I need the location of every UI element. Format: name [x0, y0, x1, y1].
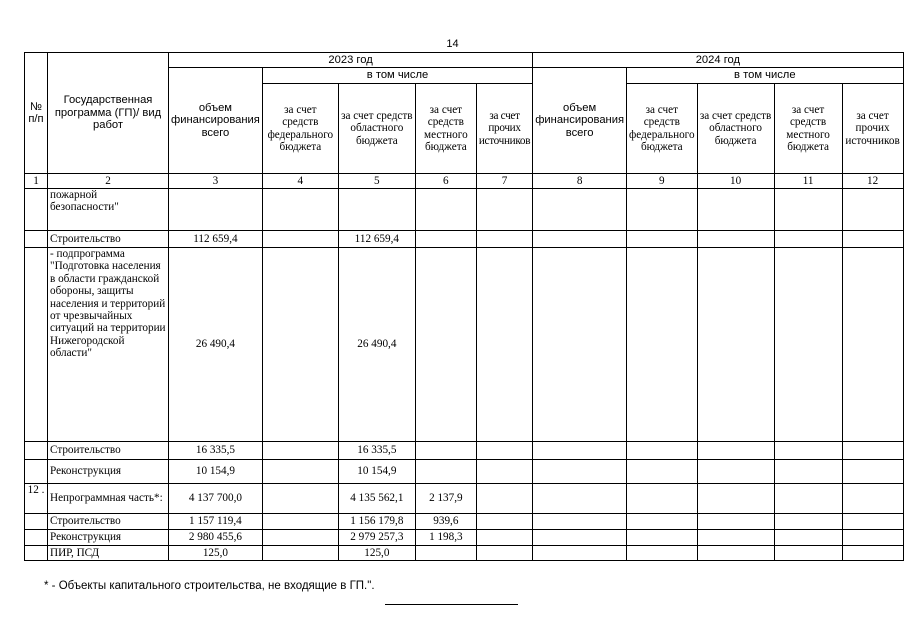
row-total-2023	[169, 189, 263, 231]
row-federal-2024	[627, 231, 698, 248]
header-num: № п/п	[25, 53, 48, 174]
row-regional-2024	[697, 189, 774, 231]
row-local-2024	[774, 442, 842, 460]
header-other-2024: за счет прочих источников	[842, 84, 903, 174]
row-total-2023: 4 137 700,0	[169, 484, 263, 514]
row-federal-2024	[627, 189, 698, 231]
column-number: 4	[262, 174, 338, 189]
row-regional-2024	[697, 546, 774, 561]
row-federal-2023	[262, 484, 338, 514]
row-federal-2024	[627, 248, 698, 442]
row-local-2023	[415, 248, 476, 442]
row-other-2023	[476, 248, 532, 442]
row-other-2023	[476, 231, 532, 248]
row-name: Строительство	[48, 514, 169, 530]
row-regional-2023	[338, 189, 415, 231]
row-federal-2024	[627, 530, 698, 546]
header-row-years	[25, 53, 904, 68]
row-total-2023: 2 980 455,6	[169, 530, 263, 546]
row-federal-2024	[627, 442, 698, 460]
row-number	[25, 248, 48, 442]
row-local-2023: 2 137,9	[415, 484, 476, 514]
row-total-2024	[533, 546, 627, 561]
row-number	[25, 231, 48, 248]
row-federal-2023	[262, 442, 338, 460]
row-federal-2023	[262, 231, 338, 248]
header-program: Государственная программа (ГП)/ вид работ	[48, 53, 169, 174]
row-federal-2023	[262, 460, 338, 484]
row-name: Строительство	[48, 442, 169, 460]
row-total-2024	[533, 514, 627, 530]
row-regional-2024	[697, 248, 774, 442]
row-other-2024	[842, 484, 903, 514]
row-total-2024	[533, 231, 627, 248]
row-regional-2023: 112 659,4	[338, 231, 415, 248]
row-local-2024	[774, 189, 842, 231]
row-local-2024	[774, 248, 842, 442]
row-other-2023	[476, 514, 532, 530]
table-row	[25, 484, 904, 514]
row-local-2023	[415, 231, 476, 248]
row-other-2024	[842, 189, 903, 231]
header-total-2023: объем финансирования всего	[169, 68, 263, 174]
table-row	[25, 514, 904, 530]
row-total-2023: 10 154,9	[169, 460, 263, 484]
row-number	[25, 546, 48, 561]
row-number	[25, 530, 48, 546]
row-total-2024	[533, 530, 627, 546]
closing-rule	[385, 604, 518, 605]
row-other-2024	[842, 460, 903, 484]
row-regional-2024	[697, 231, 774, 248]
table-row	[25, 231, 904, 248]
header-local-2023: за счет средств местного бюджета	[415, 84, 476, 174]
row-local-2024	[774, 231, 842, 248]
column-number: 1	[25, 174, 48, 189]
row-name: Непрограммная часть*:	[48, 484, 169, 514]
row-other-2024	[842, 514, 903, 530]
row-number	[25, 442, 48, 460]
header-including-2023: в том числе	[262, 68, 532, 84]
row-federal-2024	[627, 484, 698, 514]
header-regional-2024: за счет средств областного бюджета	[697, 84, 774, 174]
row-local-2023: 1 198,3	[415, 530, 476, 546]
table-row	[25, 189, 904, 231]
header-including-2024: в том числе	[627, 68, 904, 84]
column-numbers-row	[25, 174, 904, 189]
row-other-2024	[842, 546, 903, 561]
row-local-2023: 939,6	[415, 514, 476, 530]
row-other-2023	[476, 530, 532, 546]
column-number: 9	[627, 174, 698, 189]
table-row	[25, 460, 904, 484]
row-number: 12 .	[25, 484, 48, 514]
header-year-2024: 2024 год	[533, 53, 903, 68]
row-other-2023	[476, 460, 532, 484]
row-number	[25, 189, 48, 231]
row-federal-2024	[627, 514, 698, 530]
row-name: Реконструкция	[48, 530, 169, 546]
row-local-2024	[774, 546, 842, 561]
row-local-2024	[774, 460, 842, 484]
row-other-2023	[476, 546, 532, 561]
row-local-2024	[774, 514, 842, 530]
header-total-2024: объем финансирования всего	[533, 68, 627, 174]
row-local-2023	[415, 189, 476, 231]
row-other-2023	[476, 442, 532, 460]
row-regional-2023: 1 156 179,8	[338, 514, 415, 530]
page-number: 14	[446, 38, 459, 50]
row-federal-2023	[262, 248, 338, 442]
row-local-2023	[415, 460, 476, 484]
row-total-2024	[533, 189, 627, 231]
table-row	[25, 248, 904, 442]
header-regional-2023: за счет средств областного бюджета	[338, 84, 415, 174]
row-other-2024	[842, 530, 903, 546]
table-row	[25, 546, 904, 561]
row-regional-2024	[697, 442, 774, 460]
row-name: ПИР, ПСД	[48, 546, 169, 561]
row-name: - подпрограмма "Подготовка населения в области гражданской обороны, защиты населения и территорий от чрезвычайных ситуаций на территории Нижегородской области"	[48, 248, 169, 442]
row-regional-2023: 16 335,5	[338, 442, 415, 460]
column-number: 3	[169, 174, 263, 189]
row-federal-2023	[262, 189, 338, 231]
column-number: 7	[476, 174, 532, 189]
header-federal-2023: за счет средств федерального бюджета	[262, 84, 338, 174]
row-total-2024	[533, 248, 627, 442]
row-regional-2023: 4 135 562,1	[338, 484, 415, 514]
row-name: Строительство	[48, 231, 169, 248]
row-other-2024	[842, 248, 903, 442]
row-regional-2023: 2 979 257,3	[338, 530, 415, 546]
row-federal-2023	[262, 546, 338, 561]
row-name: пожарной безопасности"	[48, 189, 169, 231]
column-number: 5	[338, 174, 415, 189]
budget-table	[24, 52, 904, 561]
row-regional-2023: 125,0	[338, 546, 415, 561]
table-row	[25, 442, 904, 460]
row-total-2024	[533, 460, 627, 484]
column-number: 6	[415, 174, 476, 189]
row-federal-2023	[262, 530, 338, 546]
row-number	[25, 514, 48, 530]
header-other-2023: за счет прочих источников	[476, 84, 532, 174]
row-local-2023	[415, 442, 476, 460]
row-other-2023	[476, 189, 532, 231]
table-row	[25, 530, 904, 546]
row-total-2024	[533, 484, 627, 514]
row-total-2023: 125,0	[169, 546, 263, 561]
row-other-2024	[842, 442, 903, 460]
column-number: 8	[533, 174, 627, 189]
header-federal-2024: за счет средств федерального бюджета	[627, 84, 698, 174]
row-regional-2023: 26 490,4	[338, 248, 415, 442]
header-local-2024: за счет средств местного бюджета	[774, 84, 842, 174]
row-total-2023: 112 659,4	[169, 231, 263, 248]
row-total-2024	[533, 442, 627, 460]
row-total-2023: 26 490,4	[169, 248, 263, 442]
row-local-2024	[774, 530, 842, 546]
row-regional-2023: 10 154,9	[338, 460, 415, 484]
row-total-2023: 16 335,5	[169, 442, 263, 460]
row-regional-2024	[697, 514, 774, 530]
column-number: 11	[774, 174, 842, 189]
row-federal-2024	[627, 546, 698, 561]
column-number: 2	[48, 174, 169, 189]
row-number	[25, 460, 48, 484]
row-federal-2023	[262, 514, 338, 530]
row-regional-2024	[697, 460, 774, 484]
row-local-2023	[415, 546, 476, 561]
row-name: Реконструкция	[48, 460, 169, 484]
row-federal-2024	[627, 460, 698, 484]
row-regional-2024	[697, 530, 774, 546]
column-number: 12	[842, 174, 903, 189]
row-regional-2024	[697, 484, 774, 514]
row-total-2023: 1 157 119,4	[169, 514, 263, 530]
row-other-2024	[842, 231, 903, 248]
footnote: * - Объекты капитального строительства, не входящие в ГП.".	[44, 580, 375, 592]
row-local-2024	[774, 484, 842, 514]
header-year-2023: 2023 год	[169, 53, 533, 68]
row-other-2023	[476, 484, 532, 514]
column-number: 10	[697, 174, 774, 189]
